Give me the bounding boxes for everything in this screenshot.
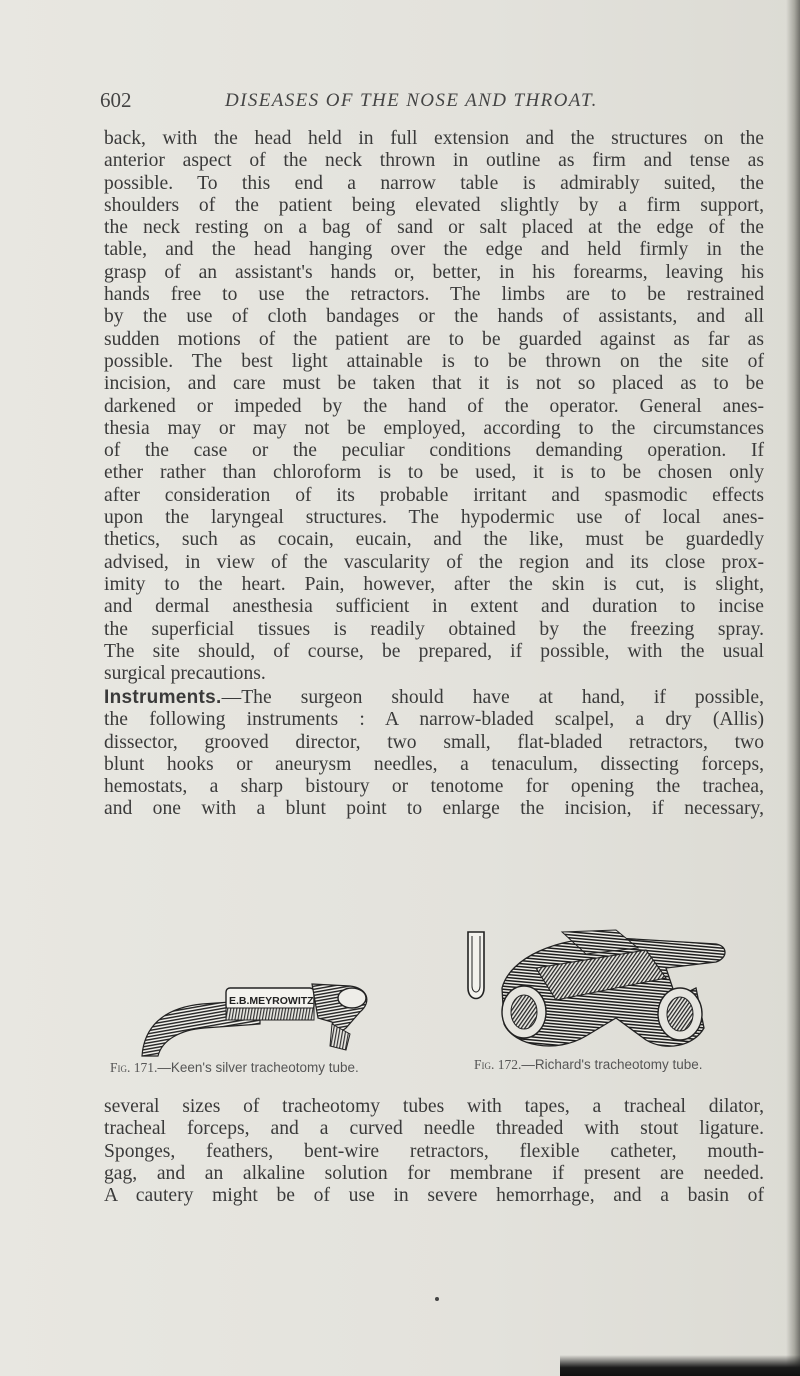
text-line: tracheal forceps, and a curved needle threaded with stout ligature. [104, 1118, 764, 1140]
text-line: darkened or impeded by the hand of the operator. General anes- [104, 395, 764, 417]
text-line: gag, and an alkaline solution for membrane if present are needed. [104, 1162, 764, 1184]
figure-171-caption-text: —Keen's silver tracheotomy tube. [157, 1060, 359, 1075]
text-line: of the case or the peculiar conditions demanding operation. If [104, 440, 764, 462]
text-line: incision, and care must be taken that it is not so placed as to be [104, 373, 764, 395]
text-line: upon the laryngeal structures. The hypodermic use of local anes- [104, 507, 764, 529]
text-line: possible. The best light attainable is to be thrown on the site of [104, 350, 764, 372]
scan-border [560, 1355, 800, 1376]
printing-speck [435, 1297, 439, 1301]
figure-171-caption [110, 1060, 359, 1076]
paragraph-body-bottom [104, 1096, 764, 1207]
figure-171 [132, 978, 382, 1058]
text-line: back, with the head held in full extension and the structures on the [104, 128, 764, 149]
section-heading-instruments: Instruments. [104, 687, 222, 708]
engraving-text: E.B.MEYROWITZ [229, 995, 314, 1007]
text-line: The site should, of course, be prepared, if possible, with the usual [104, 640, 764, 662]
text-line: and dermal anesthesia sufficient in extent and duration to incise [104, 596, 764, 618]
text-line: several sizes of tracheotomy tubes with tapes, a tracheal dilator, [104, 1096, 764, 1117]
text-line: shoulders of the patient being elevated slightly by a firm support, [104, 194, 764, 216]
page-number: 602 [100, 88, 132, 112]
text-line [104, 687, 764, 709]
text-line: ether rather than chloroform is to be used, it is to be chosen only [104, 462, 764, 484]
text-line: advised, in view of the vascularity of the region and its close prox- [104, 551, 764, 573]
keen-tracheotomy-tube-illustration [132, 978, 382, 1058]
text-line: thetics, such as cocain, eucain, and the like, must be guardedly [104, 529, 764, 551]
text-line: thesia may or may not be employed, according to the circumstances [104, 417, 764, 439]
figure-172 [466, 928, 746, 1056]
text-line: the neck resting on a bag of sand or salt placed at the edge of the [104, 217, 764, 239]
text-line: surgical precautions. [104, 663, 266, 685]
running-head [100, 88, 760, 118]
text-line: hemostats, a sharp bistoury or tenotome for opening the trachea, [104, 776, 764, 798]
text-line: grasp of an assistant's hands or, better, in his forearms, leaving his [104, 261, 764, 283]
text-line: A cautery might be of use in severe hemorrhage, and a basin of [104, 1185, 764, 1207]
text-line: blunt hooks or aneurysm needles, a tenaculum, dissecting forceps, [104, 753, 764, 775]
text-line: imity to the heart. Pain, however, after the skin is cut, is slight, [104, 573, 764, 595]
text-line: possible. To this end a narrow table is admirably suited, the [104, 172, 764, 194]
text-line: by the use of cloth bandages or the hands of assistants, and all [104, 306, 764, 328]
text-line: Sponges, feathers, bent-wire retractors, flexible catheter, mouth- [104, 1140, 764, 1162]
figure-172-caption [474, 1057, 703, 1073]
running-title: DISEASES OF THE NOSE AND THROAT. [225, 90, 598, 111]
text-line: the following instruments : A narrow-bladed scalpel, a dry (Allis) [104, 709, 764, 731]
text-line: dissector, grooved director, two small, flat-bladed retractors, two [104, 731, 764, 753]
text-line: after consideration of its probable irritant and spasmodic effects [104, 484, 764, 506]
text-line: and one with a blunt point to enlarge the incision, if necessary, [104, 798, 764, 820]
richard-tracheotomy-tube-illustration [466, 928, 746, 1056]
figure-172-caption-text: —Richard's tracheotomy tube. [521, 1057, 703, 1072]
paragraph-body-top [104, 128, 764, 685]
text-line: hands free to use the retractors. The limbs are to be restrained [104, 284, 764, 306]
text-line: sudden motions of the patient are to be guarded against as far as [104, 328, 764, 350]
text-line: anterior aspect of the neck thrown in outline as firm and tense as [104, 150, 764, 172]
paragraph-instruments [104, 687, 764, 821]
text-line: table, and the head hanging over the edge and held firmly in the [104, 239, 764, 261]
text-line-content: —The surgeon should have at hand, if possible, [221, 687, 764, 708]
figure-171-number: Fig. 171. [110, 1060, 158, 1075]
figure-172-number: Fig. 172. [474, 1057, 522, 1072]
page-edge-shadow [786, 0, 800, 1376]
text-line: the superficial tissues is readily obtained by the freezing spray. [104, 618, 764, 640]
